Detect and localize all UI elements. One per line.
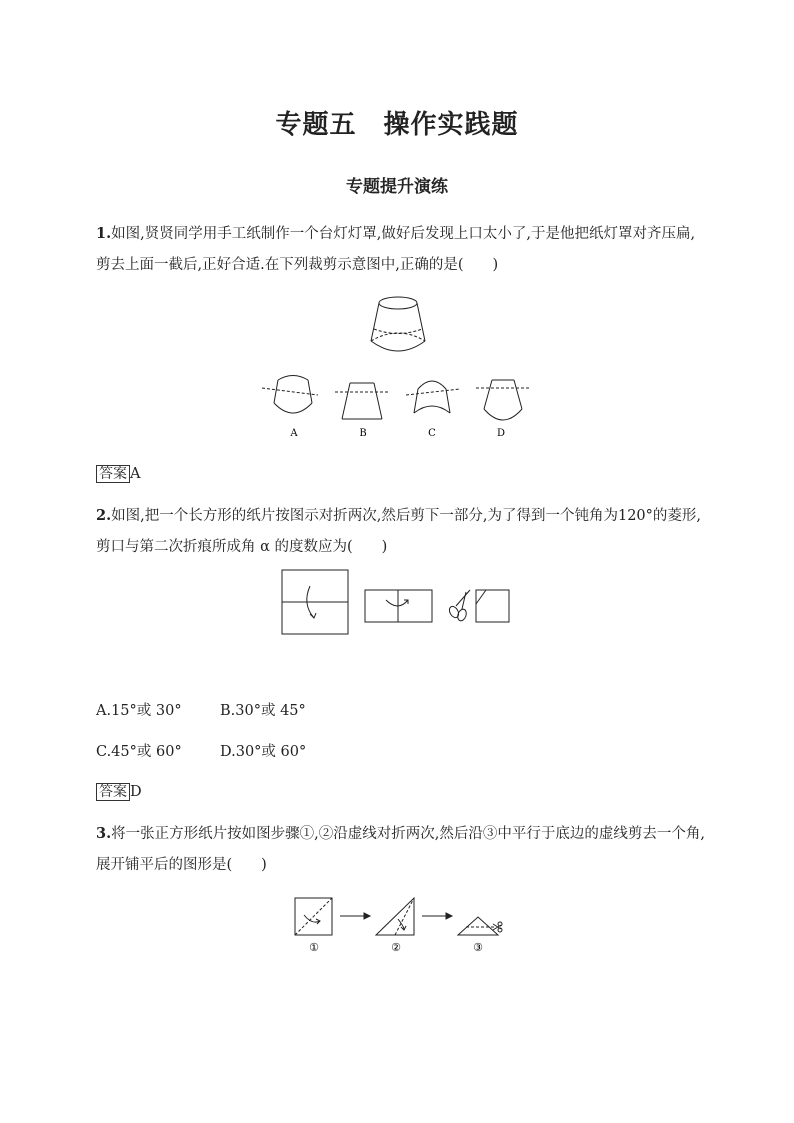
option-d-label: D xyxy=(496,428,506,439)
question-3 xyxy=(96,818,706,881)
option-a-label: A xyxy=(290,428,298,439)
scissors-icon xyxy=(448,590,470,622)
step-2-label: ② xyxy=(391,941,401,954)
fold-step-1 xyxy=(295,898,332,935)
option-b-label: B xyxy=(359,428,367,439)
option-b: B.30°或 45° xyxy=(220,703,306,719)
question-1-number: 1. xyxy=(96,225,112,242)
answer-1 xyxy=(96,463,140,483)
question-1-figure xyxy=(260,285,540,445)
question-1 xyxy=(96,218,706,281)
fold-step-1 xyxy=(282,570,348,634)
fold-step-3 xyxy=(458,917,498,935)
question-2-figure xyxy=(280,568,515,638)
answer-1-value: A xyxy=(130,466,141,482)
option-c: C.45°或 60° xyxy=(96,744,182,760)
question-2 xyxy=(96,500,706,563)
arrow-right-icon xyxy=(340,913,370,919)
option-c-figure xyxy=(406,381,460,413)
answer-2 xyxy=(96,781,142,801)
answer-tag: 答案 xyxy=(96,783,130,801)
fold-step-2 xyxy=(376,898,414,935)
section-subtitle: 专题提升演练 xyxy=(346,177,448,197)
question-1-text: 如图,贤贤同学用手工纸制作一个台灯灯罩,做好后发现上口太小了,于是他把纸灯罩对齐压扁,剪去上面一截后,正好合适.在下列裁剪示意图中,正确的是( ) xyxy=(96,226,696,273)
arrow-right-icon xyxy=(422,913,452,919)
question-3-number: 3. xyxy=(96,825,112,842)
page-title: 专题五 操作实践题 xyxy=(275,110,519,140)
option-d: D.30°或 60° xyxy=(220,744,307,760)
question-2-number: 2. xyxy=(96,507,112,524)
option-d-figure xyxy=(476,380,530,420)
question-3-text: 将一张正方形纸片按如图步骤①,②沿虚线对折两次,然后沿③中平行于底边的虚线剪去一个角,展开铺平后的图形是( ) xyxy=(96,826,705,873)
question-3-figure xyxy=(290,893,510,955)
question-2-text: 如图,把一个长方形的纸片按图示对折两次,然后剪下一部分,为了得到一个钝角为120°的菱形,剪口与第二次折痕所成角 α 的度数应为( ) xyxy=(96,508,701,555)
fold-step-3 xyxy=(476,590,509,622)
scissors-icon xyxy=(493,922,502,932)
fold-step-2 xyxy=(365,590,432,622)
option-c-label: C xyxy=(428,428,436,439)
step-3-label: ③ xyxy=(473,941,483,954)
step-1-label: ① xyxy=(309,941,319,954)
answer-2-value: D xyxy=(130,784,142,800)
answer-tag: 答案 xyxy=(96,465,130,483)
option-a: A.15°或 30° xyxy=(96,703,182,719)
option-a-figure xyxy=(262,376,318,414)
option-b-figure xyxy=(335,383,390,419)
lamp-shade-figure xyxy=(371,297,425,351)
